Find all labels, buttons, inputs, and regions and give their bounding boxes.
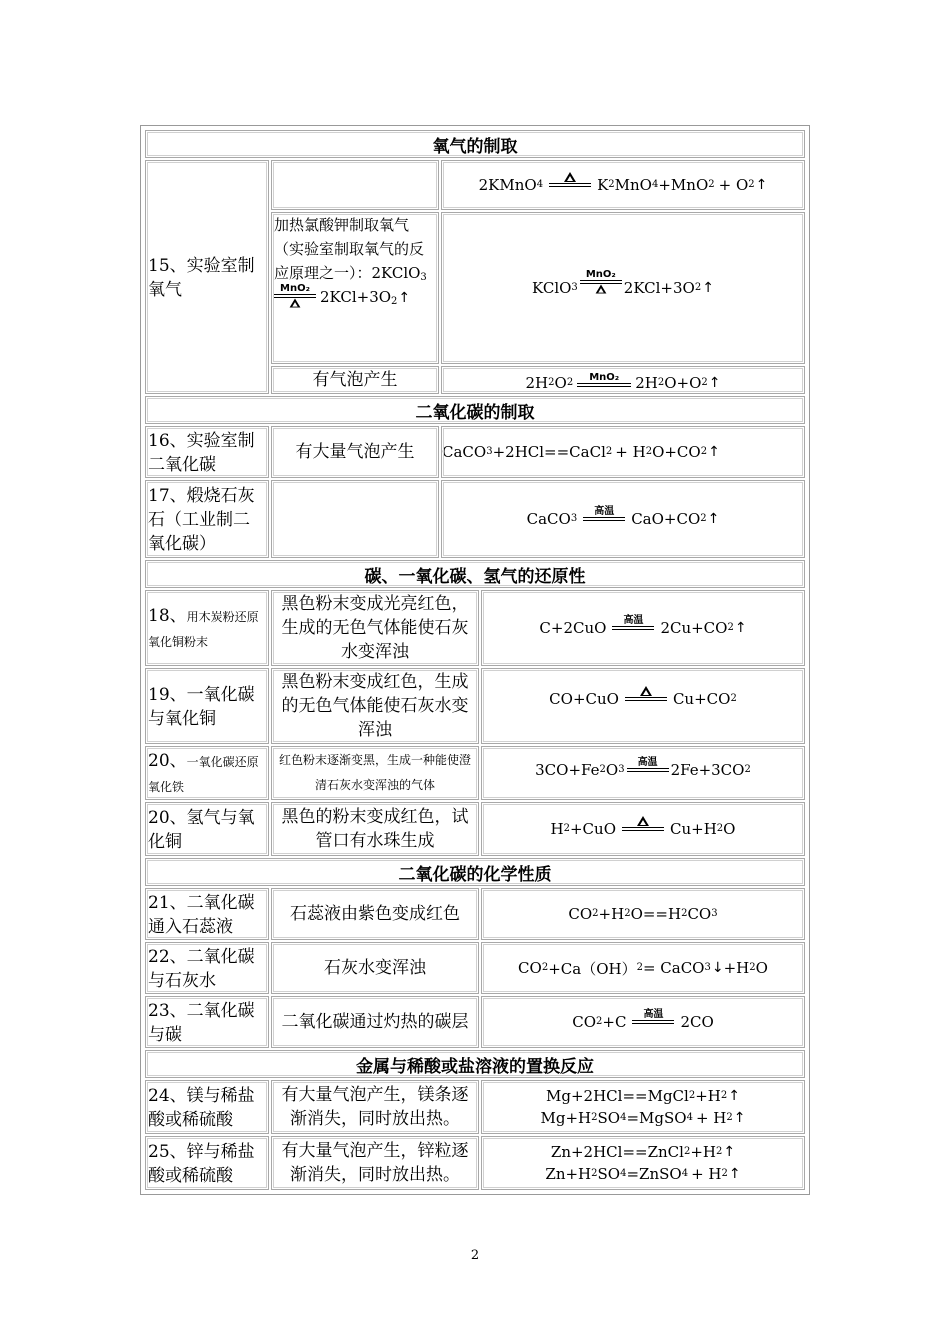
row-20a-label <box>145 746 269 800</box>
eq-term: Mg+H <box>540 1109 592 1127</box>
condition-mno2 <box>577 372 631 387</box>
row-15b-equation <box>441 212 805 364</box>
row-20a-equation <box>481 746 805 800</box>
section-header-metal <box>145 1050 805 1078</box>
desc-text: 石蕊液由紫色变成红色 <box>290 904 460 924</box>
eq-term: +H <box>598 905 625 923</box>
gas-arrow-icon: ↑ <box>398 290 411 306</box>
row-label-text: 22、二氧化碳与石灰水 <box>148 946 255 991</box>
row-15b-desc <box>271 212 439 364</box>
equation-line-1: Zn+2HCl==ZnCl 2 +H 2 ↑ <box>550 1143 736 1161</box>
eq-term: CaO+CO <box>631 510 701 528</box>
eq-term: Mg+2HCl==MgCl <box>546 1087 689 1105</box>
row-21-label <box>145 888 269 940</box>
eq-term: 2Cu+CO <box>660 619 728 637</box>
gas-arrow-icon: ↑ <box>707 511 720 527</box>
row-24-equation <box>481 1080 805 1134</box>
eq-term: + H <box>691 1165 722 1183</box>
section-title: 二氧化碳的制取 <box>415 402 535 423</box>
eq-term: H <box>550 820 564 838</box>
condition-label: 高温 <box>623 614 644 626</box>
eq-term: + H <box>615 443 646 461</box>
gas-arrow-icon: ↑ <box>755 177 768 193</box>
gas-arrow-icon: ↑ <box>728 1088 740 1104</box>
row-label-small: 一氧化碳还原氧化铁 <box>148 754 259 794</box>
row-label-text: 21、二氧化碳通入石蕊液 <box>148 892 255 937</box>
gas-arrow-icon: ↑ <box>708 375 721 391</box>
page-number: 2 <box>470 1248 480 1263</box>
eq-term: 2CO <box>680 1013 714 1031</box>
eq-term: + O <box>718 176 749 194</box>
condition-mno2-heat <box>580 269 622 295</box>
eq-term: +H <box>723 959 750 977</box>
row-24-desc <box>271 1080 479 1134</box>
eq-term: +C <box>602 1013 627 1031</box>
row-label-text: 24、镁与稀盐酸或稀硫酸 <box>148 1085 255 1130</box>
double-line <box>612 626 654 630</box>
catalyst-label: MnO₂ <box>585 269 616 280</box>
eq-term: O <box>723 820 736 838</box>
row-18-equation <box>481 590 805 666</box>
row-23-desc <box>271 996 479 1048</box>
row-23-equation <box>481 996 805 1048</box>
section-header-co2-prep <box>145 396 805 424</box>
row-label-text <box>148 749 266 799</box>
eq-term: = CaCO <box>642 959 705 977</box>
row-19-desc <box>271 668 479 744</box>
eq-term: KClO <box>532 279 572 297</box>
eq-term: CO+CuO <box>549 690 619 708</box>
double-line <box>274 294 316 298</box>
row-label-text <box>148 604 266 654</box>
equation-line: CaCO 3 +2HCl==CaCl 2 + H 2 O+CO 2 ↑ <box>442 443 720 461</box>
eq-term: CO <box>568 905 593 923</box>
row-number: 18、 <box>148 605 187 626</box>
equation-line: 2KMnO 4 K 2 MnO 4 +MnO 2 + O 2 ↑ <box>479 176 768 194</box>
equation-line: CO 2 +Ca（OH） 2 = CaCO 3 ↓ +H 2 O <box>518 959 768 978</box>
equation-line-2: Zn+H 2 SO 4 =ZnSO 4 + H 2 ↑ <box>545 1165 741 1183</box>
gas-arrow-icon: ↑ <box>733 1110 746 1126</box>
section-title: 金属与稀酸或盐溶液的置换反应 <box>356 1056 594 1077</box>
eq-term: +CuO <box>569 820 616 838</box>
desc-text: 石灰水变浑浊 <box>324 958 426 978</box>
row-18-label <box>145 590 269 666</box>
gas-arrow-icon: ↑ <box>728 1166 741 1182</box>
row-16-desc <box>271 426 439 478</box>
eq-term: CO <box>572 1013 597 1031</box>
eq-term: 2H <box>635 374 658 392</box>
double-line <box>583 517 625 521</box>
section-title: 氧气的制取 <box>432 136 518 157</box>
row-24-label <box>145 1080 269 1134</box>
eq-term: 2KMnO <box>478 176 537 194</box>
section-title: 碳、一氧化碳、氢气的还原性 <box>364 566 586 587</box>
equation-line: KClO 3 MnO₂ 2KCl+3O 2 ↑ <box>532 269 714 297</box>
double-line <box>627 768 669 772</box>
eq-term: =MgSO <box>626 1109 687 1127</box>
row-19-label <box>145 668 269 744</box>
section-header-co2-chem <box>145 858 805 886</box>
equation-line: 3CO+Fe 2 O 3 高温 2Fe+3CO 2 <box>535 756 751 779</box>
row-number: 20、 <box>148 750 187 771</box>
condition-heat <box>549 172 591 187</box>
desc-text: 有大量气泡产生 <box>295 442 415 462</box>
eq-term: K <box>597 176 609 194</box>
desc-text: 有大量气泡产生，锌粒逐渐消失，同时放出热。 <box>281 1141 469 1185</box>
heat-triangle-icon <box>640 686 652 696</box>
row-22-desc <box>271 942 479 994</box>
eq-term: Zn+H <box>545 1165 592 1183</box>
row-17-label <box>145 480 269 558</box>
gas-arrow-icon: ↑ <box>708 444 720 460</box>
heat-triangle-icon <box>637 816 649 826</box>
desc-text: 有大量气泡产生，镁条逐渐消失，同时放出热。 <box>281 1085 469 1129</box>
eq-term: Cu+CO <box>672 690 731 708</box>
condition-label: 高温 <box>594 505 615 517</box>
condition-high-temp <box>632 1009 674 1024</box>
double-line <box>625 697 667 701</box>
gas-arrow-icon: ↑ <box>723 1144 736 1160</box>
row-20b-equation <box>481 802 805 856</box>
row-20b-label <box>145 802 269 856</box>
condition-heat <box>625 686 667 701</box>
precipitate-arrow-icon: ↓ <box>711 960 724 976</box>
row-label-text: 23、二氧化碳与碳 <box>148 1000 255 1045</box>
eq-term: +Ca（OH） <box>548 959 637 978</box>
row-label-text: 16、实验室制二氧化碳 <box>148 430 255 475</box>
eq-term: O+O <box>664 374 702 392</box>
row-15a-equation <box>441 160 805 210</box>
desc-text: 加热氯酸钾制取氧气（实验室制取氧气的反应原理之一）：2KClO <box>274 216 425 282</box>
row-25-desc <box>271 1136 479 1190</box>
row-18-desc <box>271 590 479 666</box>
chemistry-equation-table <box>140 125 810 1195</box>
eq-term: O+CO <box>652 443 701 461</box>
row-15-label <box>145 160 269 394</box>
desc-text: 黑色粉末变成光亮红色，生成的无色气体能使石灰水变浑浊 <box>281 594 469 662</box>
row-17-equation <box>441 480 805 558</box>
heat-triangle-icon <box>290 299 301 308</box>
row-22-equation <box>481 942 805 994</box>
eq-term: O <box>554 374 567 392</box>
eq-term: 2KCl+3O <box>623 279 695 297</box>
condition-heat <box>622 816 664 831</box>
row-20a-desc <box>271 746 479 800</box>
row-label-small: 用木炭粉还原氧化铜粉末 <box>148 609 259 649</box>
row-20b-desc <box>271 802 479 856</box>
row-16-equation <box>441 426 805 478</box>
double-line <box>580 280 622 284</box>
equation-line: C+2CuO 高温 2Cu+CO 2 ↑ <box>539 614 747 637</box>
double-line <box>549 183 591 187</box>
desc-text: 黑色的粉末变成红色，试管口有水珠生成 <box>281 807 469 851</box>
eq-term: +2HCl==CaCl <box>492 443 606 461</box>
eq-sub: 3 <box>420 272 427 283</box>
eq-term: SO <box>597 1109 621 1127</box>
condition-high-temp <box>612 615 654 630</box>
eq-term: =ZnSO <box>626 1165 682 1183</box>
row-22-label <box>145 942 269 994</box>
catalyst-label: MnO₂ <box>280 283 310 294</box>
eq-term: + H <box>695 1109 727 1127</box>
row-15c-desc <box>271 366 439 394</box>
section-header-reduction <box>145 560 805 588</box>
eq-term: 2H <box>525 374 549 392</box>
eq-term: Zn+2HCl==ZnCl <box>550 1143 684 1161</box>
equation-line-2: Mg+H 2 SO 4 =MgSO 4 + H 2 ↑ <box>540 1109 746 1127</box>
gas-arrow-icon: ↑ <box>734 620 747 636</box>
catalyst-label: MnO₂ <box>589 371 620 383</box>
desc-text: 红色粉末逐渐变黑，生成一种能使澄清石灰水变浑浊的气体 <box>278 753 471 792</box>
condition-high-temp <box>583 506 625 521</box>
double-line <box>622 827 664 831</box>
row-25-label <box>145 1136 269 1190</box>
row-23-label <box>145 996 269 1048</box>
eq-term: CO <box>518 959 542 977</box>
row-label-text: 25、锌与稀盐酸或稀硫酸 <box>148 1141 255 1186</box>
eq-term: CaCO <box>442 443 487 461</box>
eq-term: 3CO+Fe <box>535 761 600 779</box>
row-21-desc <box>271 888 479 940</box>
double-line <box>632 1020 674 1024</box>
eq-term: O <box>605 761 619 779</box>
eq-term: C+2CuO <box>539 619 607 637</box>
row-15a-desc <box>271 160 439 210</box>
condition-label: 高温 <box>637 756 658 768</box>
eq-term: 2Fe+3CO <box>670 761 745 779</box>
equation-line-1: Mg+2HCl==MgCl 2 +H 2 ↑ <box>546 1087 740 1105</box>
section-title: 二氧化碳的化学性质 <box>398 864 552 885</box>
desc-text: 2KCl+3O <box>320 288 392 306</box>
row-16-label <box>145 426 269 478</box>
desc-text: 黑色粉末变成红色，生成的无色气体能使石灰水变浑浊 <box>281 672 469 740</box>
double-line <box>577 383 631 387</box>
row-label-text: 17、煅烧石灰石（工业制二氧化碳） <box>148 485 255 554</box>
eq-term: +H <box>690 1143 716 1161</box>
equation-line: CO+CuO Cu+CO 2 <box>549 690 737 708</box>
eq-term: +H <box>695 1087 721 1105</box>
eq-term: MnO <box>614 176 652 194</box>
row-label-text: 19、一氧化碳与氧化铜 <box>148 684 255 729</box>
row-21-equation <box>481 888 805 940</box>
condition-high-temp <box>627 757 669 772</box>
section-header-oxygen <box>145 130 805 158</box>
equation-line: CO 2 +C 高温 2CO <box>572 1008 714 1031</box>
row-25-equation <box>481 1136 805 1190</box>
equation-line: H 2 +CuO Cu+H 2 O <box>551 820 736 838</box>
heat-triangle-icon <box>564 172 576 182</box>
row-label-text: 15、实验室制氧气 <box>148 255 255 300</box>
row-17-desc <box>271 480 439 558</box>
eq-term: +MnO <box>658 176 709 194</box>
equation-line: 2H 2 O 2 MnO₂ 2H 2 O+O 2 ↑ <box>525 371 721 392</box>
desc-text: 二氧化碳通过灼热的碳层 <box>281 1012 469 1032</box>
eq-sub: 2 <box>391 296 398 307</box>
row-15c-equation <box>441 366 805 394</box>
row-label-text: 20、氢气与氧化铜 <box>148 807 255 852</box>
row-19-equation <box>481 668 805 744</box>
eq-term: CO <box>687 905 712 923</box>
eq-term: CaCO <box>526 510 571 528</box>
desc-text: 有气泡产生 <box>312 370 398 390</box>
gas-arrow-icon: ↑ <box>702 280 714 296</box>
equation-line: CaCO 3 高温 CaO+CO 2 ↑ <box>526 505 720 528</box>
condition-label: 高温 <box>643 1008 664 1020</box>
eq-term: SO <box>597 1165 621 1183</box>
eq-term: O==H <box>630 905 682 923</box>
condition-mno2-heat <box>274 283 316 309</box>
eq-term: Cu+H <box>670 820 717 838</box>
eq-term: O <box>755 959 768 977</box>
heat-triangle-icon <box>595 285 606 294</box>
equation-line: CO 2 +H 2 O==H 2 CO 3 <box>568 905 718 923</box>
